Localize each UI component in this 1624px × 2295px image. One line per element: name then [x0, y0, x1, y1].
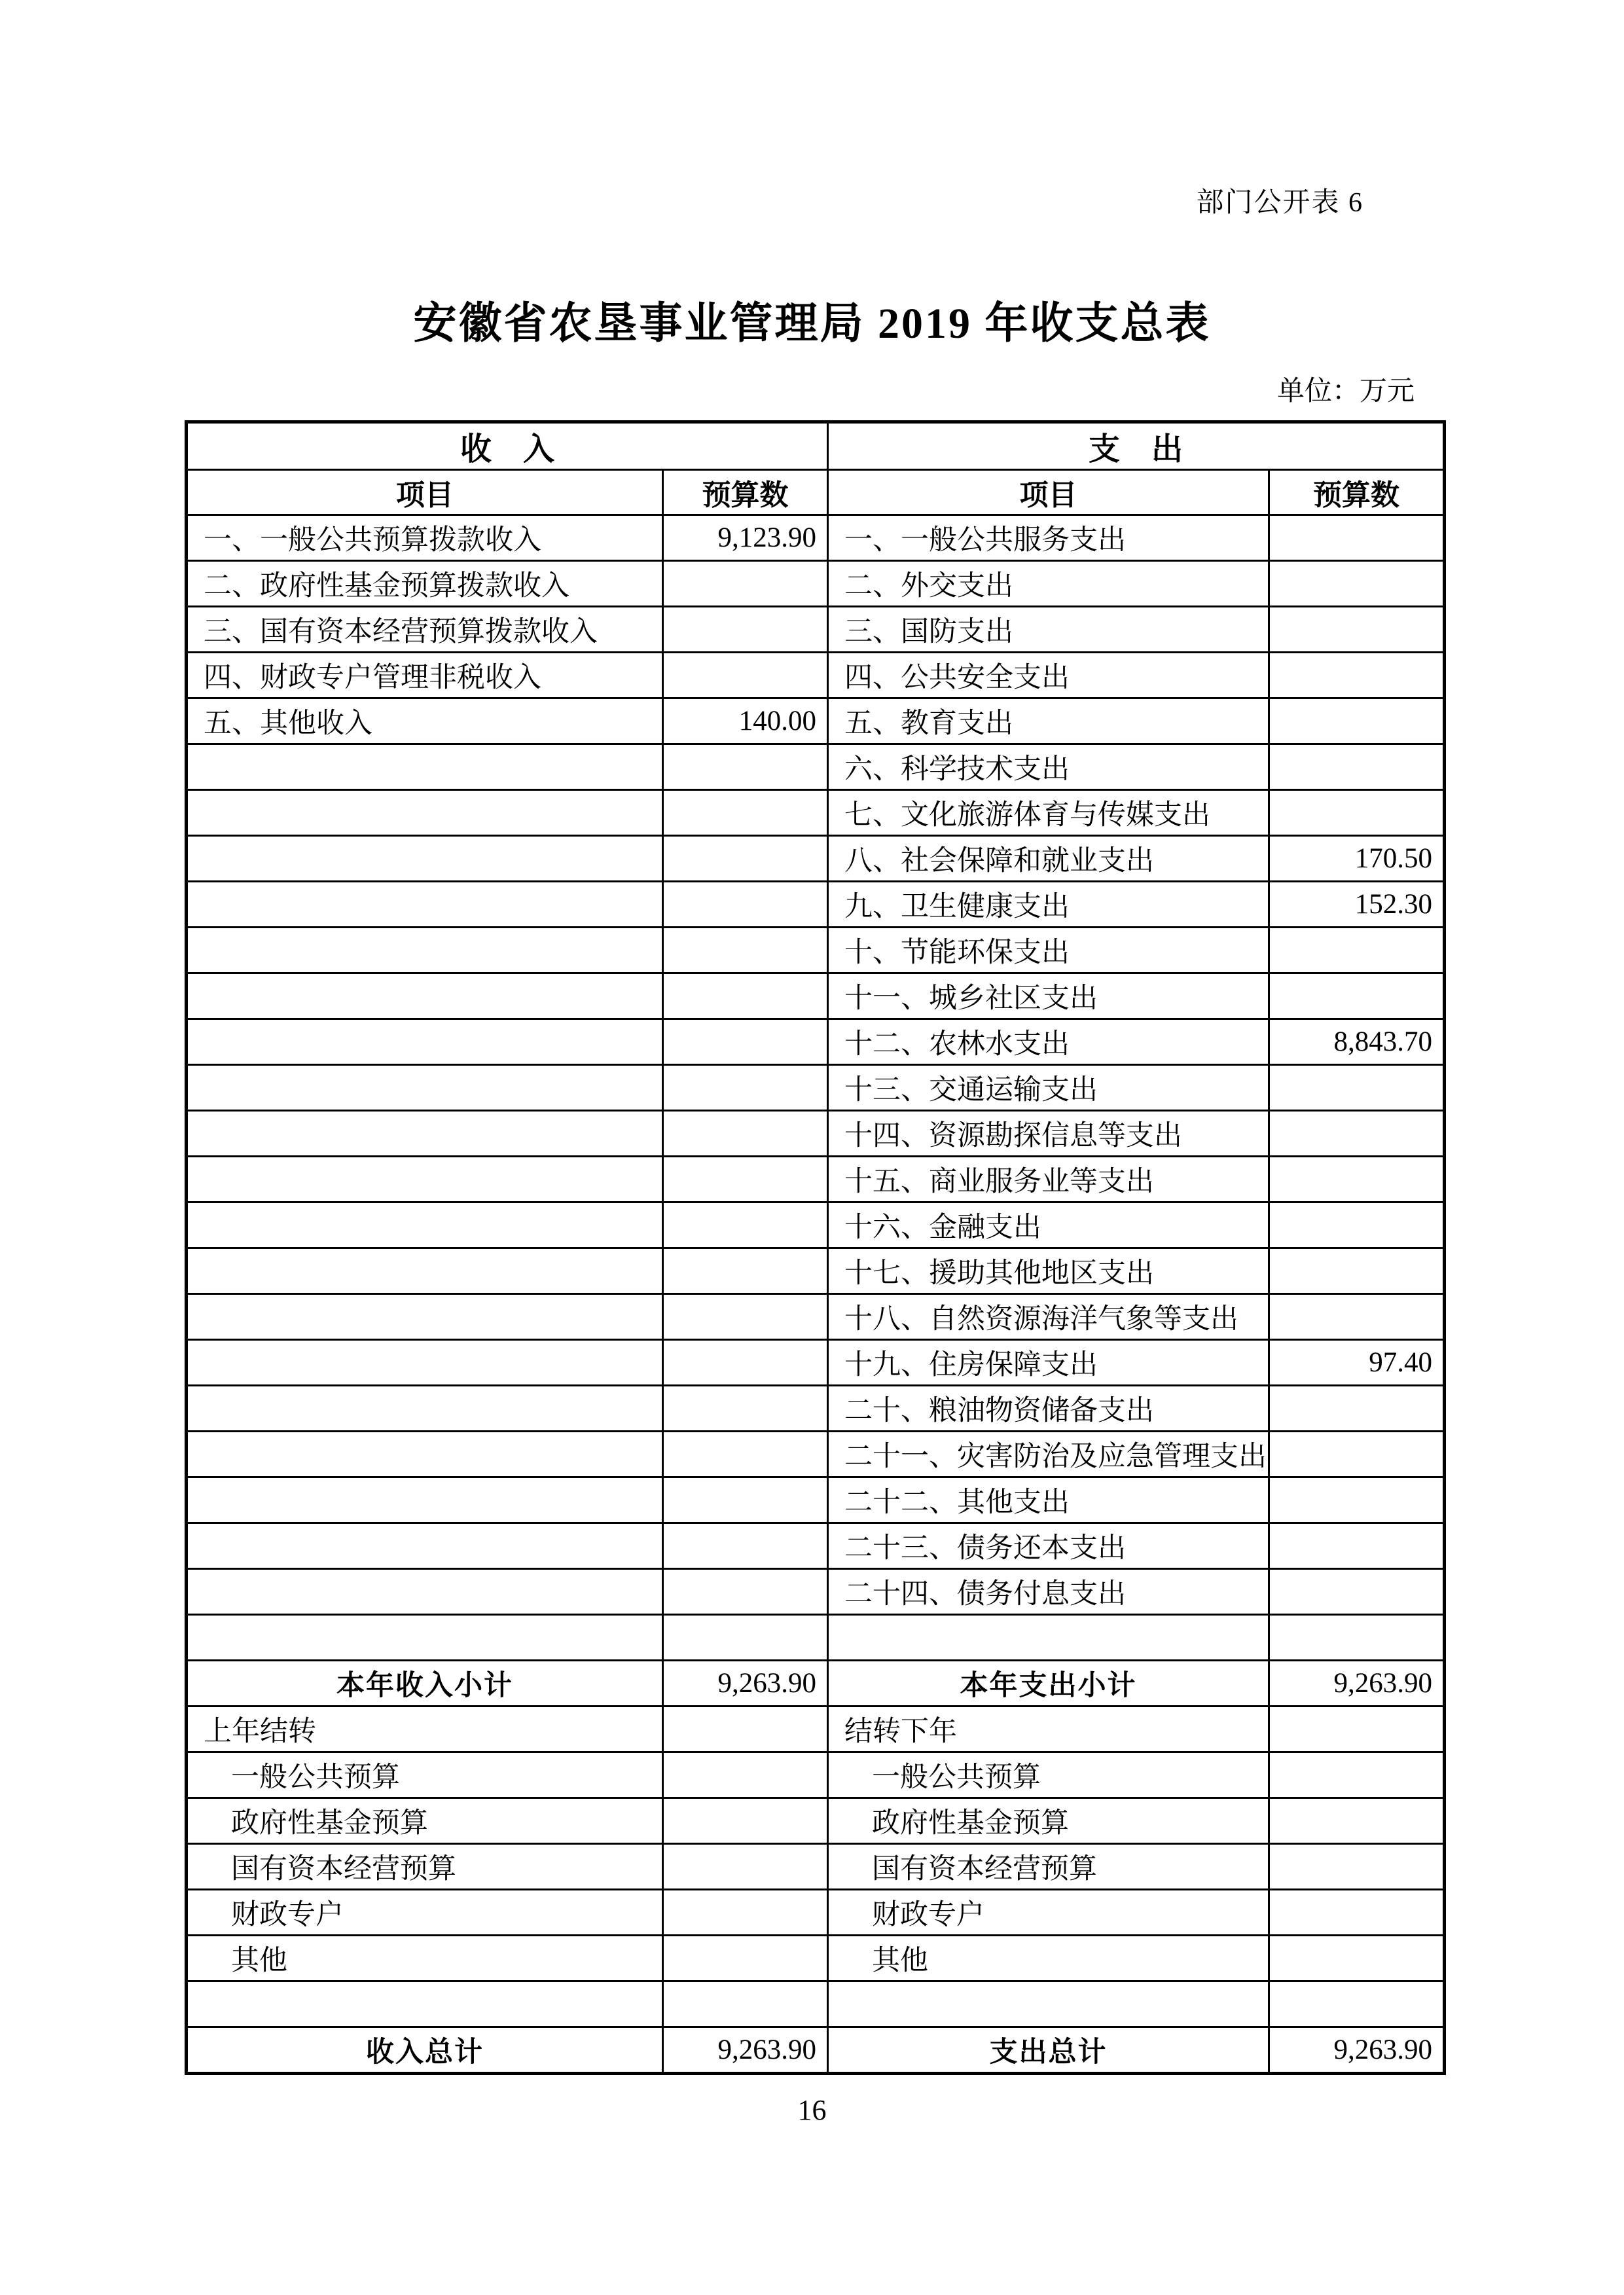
expense-item-cell: 十六、金融支出 [828, 1202, 1269, 1248]
expense-budget-cell [1269, 1844, 1445, 1890]
expense-item-cell: 政府性基金预算 [828, 1798, 1269, 1844]
income-budget-cell [663, 1432, 828, 1477]
income-item-cell: 收入总计 [187, 2027, 663, 2074]
expense-budget-cell [1269, 1294, 1445, 1340]
table-row [187, 1615, 1445, 1661]
expense-item-cell: 十一、城乡社区支出 [828, 973, 1269, 1019]
table-row [187, 882, 1445, 928]
table-row [187, 561, 1445, 607]
income-budget-cell [663, 1248, 828, 1294]
table-row [187, 2027, 1445, 2074]
table-row [187, 1432, 1445, 1477]
doc-label: 部门公开表 6 [1196, 188, 1363, 218]
income-budget-cell [663, 1294, 828, 1340]
expense-budget-cell [1269, 698, 1445, 744]
expense-budget-cell: 9,263.90 [1269, 2027, 1445, 2074]
table-row [187, 698, 1445, 744]
expense-item-cell: 二十四、债务付息支出 [828, 1569, 1269, 1615]
income-budget-cell [663, 1615, 828, 1661]
income-item-cell [187, 1386, 663, 1432]
income-item-cell [187, 1981, 663, 2027]
budget-summary-table [185, 420, 1446, 2075]
expense-budget-cell [1269, 1752, 1445, 1798]
income-item-cell [187, 928, 663, 973]
expense-section-header: 支 出 [828, 422, 1445, 470]
table-column-header-row [187, 470, 1445, 515]
expense-budget-cell [1269, 1707, 1445, 1752]
income-budget-cell [663, 1936, 828, 1981]
income-item-cell [187, 1065, 663, 1111]
table-row [187, 1248, 1445, 1294]
expense-budget-cell [1269, 1569, 1445, 1615]
expense-budget-cell: 9,263.90 [1269, 1661, 1445, 1707]
income-item-cell: 本年收入小计 [187, 1661, 663, 1707]
income-item-cell: 二、政府性基金预算拨款收入 [187, 561, 663, 607]
income-item-cell: 四、财政专户管理非税收入 [187, 653, 663, 698]
income-budget-cell [663, 1707, 828, 1752]
income-item-cell [187, 1019, 663, 1065]
expense-budget-cell [1269, 1936, 1445, 1981]
table-row [187, 1569, 1445, 1615]
table-row [187, 1844, 1445, 1890]
expense-item-cell: 十四、资源勘探信息等支出 [828, 1111, 1269, 1157]
income-budget-cell [663, 790, 828, 836]
income-item-cell: 一般公共预算 [187, 1752, 663, 1798]
income-budget-cell [663, 1844, 828, 1890]
table-row [187, 1798, 1445, 1844]
expense-item-cell: 十八、自然资源海洋气象等支出 [828, 1294, 1269, 1340]
table-row [187, 653, 1445, 698]
table-row [187, 1707, 1445, 1752]
income-item-cell [187, 1569, 663, 1615]
expense-budget-cell [1269, 1615, 1445, 1661]
expense-item-cell: 其他 [828, 1936, 1269, 1981]
income-item-cell: 财政专户 [187, 1890, 663, 1936]
expense-item-cell: 十二、农林水支出 [828, 1019, 1269, 1065]
table-row [187, 1752, 1445, 1798]
income-item-cell: 其他 [187, 1936, 663, 1981]
expense-item-cell: 国有资本经营预算 [828, 1844, 1269, 1890]
table-row [187, 1981, 1445, 2027]
table-row [187, 1019, 1445, 1065]
income-budget-cell: 140.00 [663, 698, 828, 744]
table-row [187, 1661, 1445, 1707]
expense-item-cell: 八、社会保障和就业支出 [828, 836, 1269, 882]
income-item-cell: 三、国有资本经营预算拨款收入 [187, 607, 663, 653]
expense-budget-cell [1269, 1981, 1445, 2027]
table-row [187, 1523, 1445, 1569]
expense-budget-cell [1269, 561, 1445, 607]
income-item-cell [187, 882, 663, 928]
income-budget-cell [663, 973, 828, 1019]
expense-item-cell: 二十一、灾害防治及应急管理支出 [828, 1432, 1269, 1477]
income-item-cell [187, 1523, 663, 1569]
expense-budget-cell [1269, 790, 1445, 836]
expense-budget-cell [1269, 1477, 1445, 1523]
expense-budget-cell [1269, 515, 1445, 561]
income-item-cell: 国有资本经营预算 [187, 1844, 663, 1890]
income-budget-cell: 9,263.90 [663, 2027, 828, 2074]
expense-budget-cell [1269, 1432, 1445, 1477]
table-row [187, 1477, 1445, 1523]
income-budget-cell [663, 1019, 828, 1065]
expense-item-cell: 六、科学技术支出 [828, 744, 1269, 790]
table-row [187, 973, 1445, 1019]
expense-item-cell: 十三、交通运输支出 [828, 1065, 1269, 1111]
table-body [187, 515, 1445, 2074]
expense-budget-cell [1269, 744, 1445, 790]
income-item-cell [187, 790, 663, 836]
expense-item-cell: 一、一般公共服务支出 [828, 515, 1269, 561]
expense-budget-cell [1269, 653, 1445, 698]
expense-budget-cell [1269, 928, 1445, 973]
expense-item-cell: 五、教育支出 [828, 698, 1269, 744]
income-budget-cell [663, 882, 828, 928]
income-budget-cell [663, 653, 828, 698]
income-item-cell [187, 1202, 663, 1248]
income-budget-cell [663, 836, 828, 882]
income-budget-cell [663, 1981, 828, 2027]
expense-budget-cell: 8,843.70 [1269, 1019, 1445, 1065]
table-row [187, 1202, 1445, 1248]
table-row [187, 1065, 1445, 1111]
table-row [187, 607, 1445, 653]
expense-budget-header: 预算数 [1269, 470, 1445, 515]
expense-item-cell: 二十二、其他支出 [828, 1477, 1269, 1523]
table-row [187, 928, 1445, 973]
expense-item-cell: 二十、粮油物资储备支出 [828, 1386, 1269, 1432]
table-row [187, 1386, 1445, 1432]
expense-budget-cell [1269, 1065, 1445, 1111]
income-item-cell [187, 1477, 663, 1523]
expense-item-cell: 本年支出小计 [828, 1661, 1269, 1707]
income-budget-cell: 9,263.90 [663, 1661, 828, 1707]
expense-item-cell [828, 1615, 1269, 1661]
expense-budget-cell [1269, 1157, 1445, 1202]
income-budget-cell [663, 561, 828, 607]
expense-item-cell: 九、卫生健康支出 [828, 882, 1269, 928]
income-budget-cell [663, 1386, 828, 1432]
income-item-cell [187, 1432, 663, 1477]
income-section-header: 收 入 [187, 422, 828, 470]
expense-item-header: 项目 [828, 470, 1269, 515]
table-row [187, 790, 1445, 836]
expense-item-cell: 十五、商业服务业等支出 [828, 1157, 1269, 1202]
income-item-cell: 五、其他收入 [187, 698, 663, 744]
income-item-cell [187, 1340, 663, 1386]
expense-budget-cell [1269, 1202, 1445, 1248]
expense-budget-cell [1269, 1798, 1445, 1844]
expense-item-cell: 四、公共安全支出 [828, 653, 1269, 698]
income-budget-cell [663, 1569, 828, 1615]
income-budget-cell [663, 1477, 828, 1523]
table-row [187, 1111, 1445, 1157]
income-budget-cell [663, 607, 828, 653]
income-item-cell [187, 973, 663, 1019]
expense-budget-cell: 97.40 [1269, 1340, 1445, 1386]
expense-budget-cell [1269, 973, 1445, 1019]
table-row [187, 1157, 1445, 1202]
income-item-cell [187, 744, 663, 790]
expense-budget-cell [1269, 1248, 1445, 1294]
unit-note: 单位：万元 [1276, 376, 1415, 407]
income-budget-cell [663, 1111, 828, 1157]
table-row [187, 744, 1445, 790]
expense-item-cell: 一般公共预算 [828, 1752, 1269, 1798]
income-item-cell [187, 1615, 663, 1661]
income-budget-cell [663, 744, 828, 790]
income-budget-cell [663, 1752, 828, 1798]
income-item-cell [187, 1248, 663, 1294]
income-item-header: 项目 [187, 470, 663, 515]
expense-item-cell: 十、节能环保支出 [828, 928, 1269, 973]
income-budget-cell [663, 928, 828, 973]
expense-item-cell: 七、文化旅游体育与传媒支出 [828, 790, 1269, 836]
income-item-cell [187, 1294, 663, 1340]
expense-item-cell: 财政专户 [828, 1890, 1269, 1936]
expense-item-cell: 十九、住房保障支出 [828, 1340, 1269, 1386]
table-section-header-row [187, 422, 1445, 470]
table-row [187, 1340, 1445, 1386]
income-budget-cell [663, 1065, 828, 1111]
table-row [187, 836, 1445, 882]
income-budget-cell [663, 1340, 828, 1386]
expense-item-cell: 二、外交支出 [828, 561, 1269, 607]
income-budget-cell: 9,123.90 [663, 515, 828, 561]
expense-item-cell: 二十三、债务还本支出 [828, 1523, 1269, 1569]
income-item-cell [187, 836, 663, 882]
expense-budget-cell [1269, 607, 1445, 653]
income-budget-cell [663, 1202, 828, 1248]
income-item-cell: 政府性基金预算 [187, 1798, 663, 1844]
income-item-cell [187, 1111, 663, 1157]
expense-item-cell: 结转下年 [828, 1707, 1269, 1752]
expense-budget-cell [1269, 1111, 1445, 1157]
income-budget-cell [663, 1157, 828, 1202]
table-row [187, 1936, 1445, 1981]
expense-item-cell [828, 1981, 1269, 2027]
expense-budget-cell: 170.50 [1269, 836, 1445, 882]
expense-budget-cell [1269, 1523, 1445, 1569]
income-budget-cell [663, 1798, 828, 1844]
income-item-cell: 一、一般公共预算拨款收入 [187, 515, 663, 561]
expense-item-cell: 三、国防支出 [828, 607, 1269, 653]
table-row [187, 1890, 1445, 1936]
expense-item-cell: 支出总计 [828, 2027, 1269, 2074]
income-item-cell [187, 1157, 663, 1202]
expense-budget-cell [1269, 1890, 1445, 1936]
income-budget-cell [663, 1523, 828, 1569]
expense-budget-cell: 152.30 [1269, 882, 1445, 928]
page-number: 16 [797, 2094, 827, 2126]
expense-budget-cell [1269, 1386, 1445, 1432]
table-row [187, 1294, 1445, 1340]
income-budget-header: 预算数 [663, 470, 828, 515]
expense-item-cell: 十七、援助其他地区支出 [828, 1248, 1269, 1294]
income-budget-cell [663, 1890, 828, 1936]
page-title: 安徽省农垦事业管理局 2019 年收支总表 [413, 300, 1211, 348]
income-item-cell: 上年结转 [187, 1707, 663, 1752]
table-row [187, 515, 1445, 561]
